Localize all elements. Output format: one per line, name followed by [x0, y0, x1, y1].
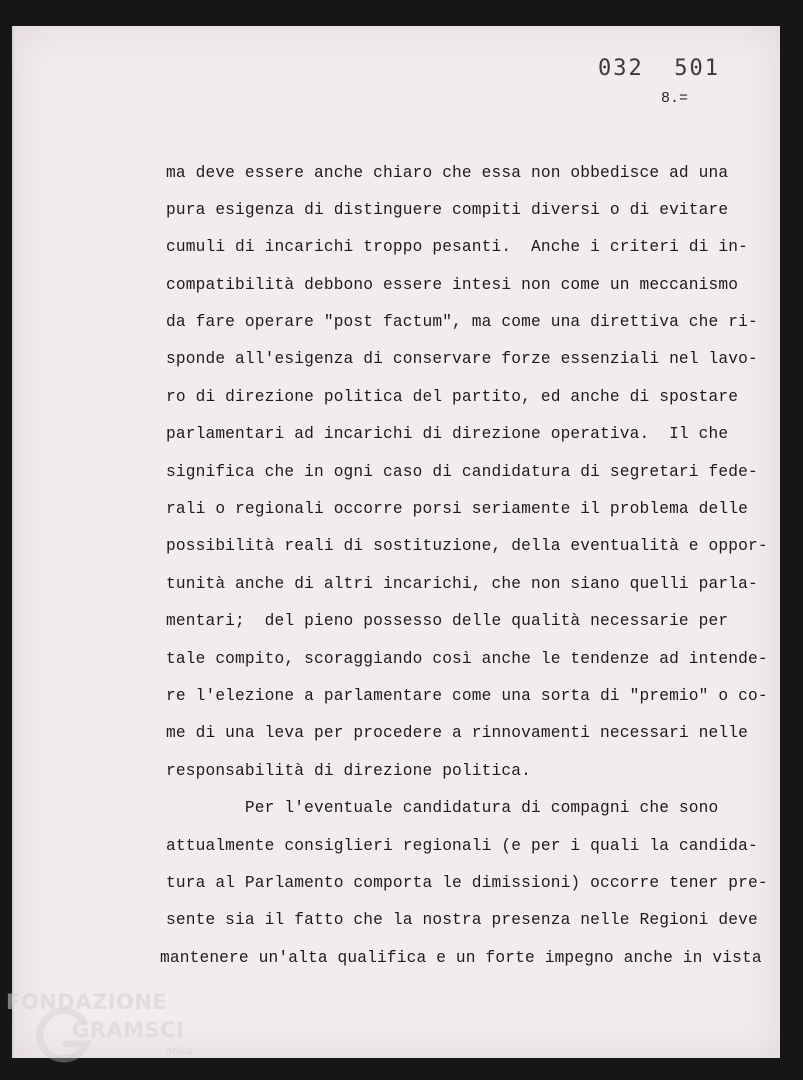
text-line: significa che in ogni caso di candidatura di segretari fede-	[166, 463, 758, 481]
text-line: ro di direzione politica del partito, ed anche di spostare	[166, 388, 739, 406]
text-line: parlamentari ad incarichi di direzione operativa. Il che	[166, 425, 729, 443]
watermark-onlus: onlus	[166, 1046, 193, 1057]
text-line: possibilità reali di sostituzione, della eventualità e oppor-	[166, 537, 768, 555]
page-number: 8.=	[661, 90, 689, 107]
text-line: cumuli di incarichi troppo pesanti. Anche i criteri di in-	[166, 238, 748, 256]
text-line: tale compito, scoraggiando così anche le tendenze ad intende-	[166, 650, 768, 668]
text-line: da fare operare "post factum", ma come una direttiva che ri-	[166, 313, 758, 331]
text-line: sente sia il fatto che la nostra presenza nelle Regioni deve	[166, 911, 758, 929]
fondazione-gramsci-watermark	[6, 990, 206, 1070]
text-line: pura esigenza di distinguere compiti diversi o di evitare	[166, 201, 729, 219]
text-line: tura al Parlamento comporta le dimissioni) occorre tener pre-	[166, 874, 768, 892]
text-line: tunità anche di altri incarichi, che non siano quelli parla-	[166, 575, 758, 593]
text-line: responsabilità di direzione politica.	[166, 762, 531, 780]
text-line: me di una leva per procedere a rinnovamenti necessari nelle	[166, 724, 748, 742]
text-line: ma deve essere anche chiaro che essa non obbedisce ad una	[166, 164, 729, 182]
text-line: mentari; del pieno possesso delle qualità necessarie per	[166, 612, 729, 630]
archive-number: 032 501	[598, 56, 720, 81]
text-line: Per l'eventuale candidatura di compagni che sono	[166, 799, 719, 817]
watermark-fondazione: FONDAZIONE	[6, 990, 168, 1014]
text-line: re l'elezione a parlamentare come una sorta di "premio" o co-	[166, 687, 768, 705]
text-line: sponde all'esigenza di conservare forze essenziali nel lavo-	[166, 350, 758, 368]
text-line: compatibilità debbono essere intesi non come un meccanismo	[166, 276, 739, 294]
text-line: rali o regionali occorre porsi seriamente il problema delle	[166, 500, 748, 518]
text-line: attualmente consiglieri regionali (e per i quali la candida-	[166, 837, 758, 855]
text-line: mantenere un'alta qualifica e un forte impegno anche in vista	[160, 949, 762, 967]
watermark-gramsci: GRAMSCI	[72, 1018, 185, 1042]
